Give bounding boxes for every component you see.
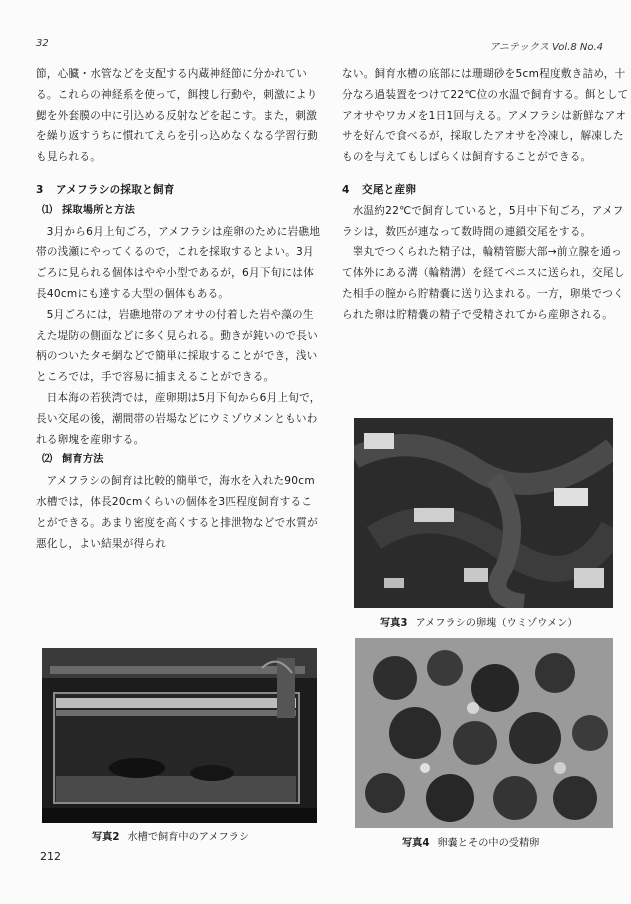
paragraph: 日本海の若狭湾では，産卵期は5月下旬から6月上旬で，長い交尾の後，潮間帯の岩場などにウミゾウメンともいわれる卵塊を産卵する。 xyxy=(36,391,321,446)
photo-egg-mass xyxy=(354,418,613,608)
photo-caption xyxy=(92,828,249,843)
section-title: アメフラシの採取と飼育 xyxy=(56,183,175,196)
photo-caption-text: 水槽で飼育中のアメフラシ xyxy=(127,832,250,843)
paragraph: 節，心臓・水管などを支配する内蔵神経節に分かれている。これらの神経系を使って，餌捜し行動や，刺激により鰓を外套膜の中に引込める反射などを起こす。また，刺激を繰り返すうちに慣れてえらを引っ込めなくなる学習行動も見られる。 xyxy=(36,68,318,164)
photo-label: 写真3 xyxy=(380,618,408,629)
paragraph: アメフラシの飼育は比較的簡単で，海水を入れた90cm水槽では，体長20cmくらいの個体を3匹程度飼育することができる。あまり密度を高くすると排泄物などで水質が悪化し，よい結果が得られ xyxy=(36,475,318,550)
paragraph: 水温約22℃で飼育していると，5月中下旬ごろ，アメフラシは，数匹が連なって数時間の連鎖交尾をする。 xyxy=(342,204,624,238)
section-heading xyxy=(342,180,630,201)
paragraph: 5月ごろには，岩礁地帯のアオサの付着した岩や藻の生えた堤防の側面などに多く見られる。動きが鈍いので長い柄のついたタモ網などで簡単に採取することができ，浅いところでは，手で容易に捕まえることができる。 xyxy=(36,308,318,384)
photo-aquarium xyxy=(42,648,317,823)
subsection-title: 採取場所と方法 xyxy=(62,204,136,216)
photo-label: 写真2 xyxy=(92,832,120,843)
photo-caption-text: 卵嚢とその中の受精卵 xyxy=(437,838,540,849)
subsection-title: 飼育方法 xyxy=(62,454,104,466)
paragraph: ない。飼育水槽の底部には珊瑚砂を5cm程度敷き詰め，十分なろ過装置をつけて22℃位の水温で飼育する。餌としてアオサやワカメを1日1回与える。アメフラシは新鮮なアオサを好んで食べるが，採取したアオサを冷凍し，解凍したものを与えてもしばらくは飼育することができる。 xyxy=(342,68,629,164)
subsection-number: ⑴ xyxy=(42,204,53,216)
photo-caption xyxy=(402,834,539,849)
subsection-number: ⑵ xyxy=(42,454,53,466)
photo-caption xyxy=(380,614,578,629)
section-heading xyxy=(36,180,323,201)
photo-label: 写真4 xyxy=(402,838,430,849)
section-number: 3 xyxy=(36,183,44,196)
page-number-header: 32 xyxy=(36,38,49,49)
footer-page-number: 212 xyxy=(40,850,61,863)
paragraph: 3月から6月上旬ごろ，アメフラシは産卵のために岩礁地帯の浅瀬にやってくるので，これを採取するとよい。3月ごろに見られる個体はやや小型であるが，6月下旬には体長40cmにも達する大型の個体もある。 xyxy=(36,225,321,300)
journal-header: アニテックス Vol.8 No.4 xyxy=(489,42,603,53)
subsection-heading xyxy=(36,450,323,471)
subsection-heading xyxy=(36,201,323,222)
photo-egg-sacs xyxy=(355,638,613,828)
photo-caption-text: アメフラシの卵塊（ウミゾウメン） xyxy=(415,618,578,629)
right-column xyxy=(342,64,630,326)
paragraph: 睾丸でつくられた精子は，輪精管膨大部→前立腺を通って体外にある溝（輪精溝）を経てペニスに送られ，交尾した相手の膣から貯精嚢に送り込まれる。一方，卵巣でつくられた卵は貯精嚢の精子で受精されてから産卵される。 xyxy=(342,246,625,321)
section-title: 交尾と産卵 xyxy=(362,183,417,196)
section-number: 4 xyxy=(342,183,350,196)
left-column xyxy=(36,64,323,554)
